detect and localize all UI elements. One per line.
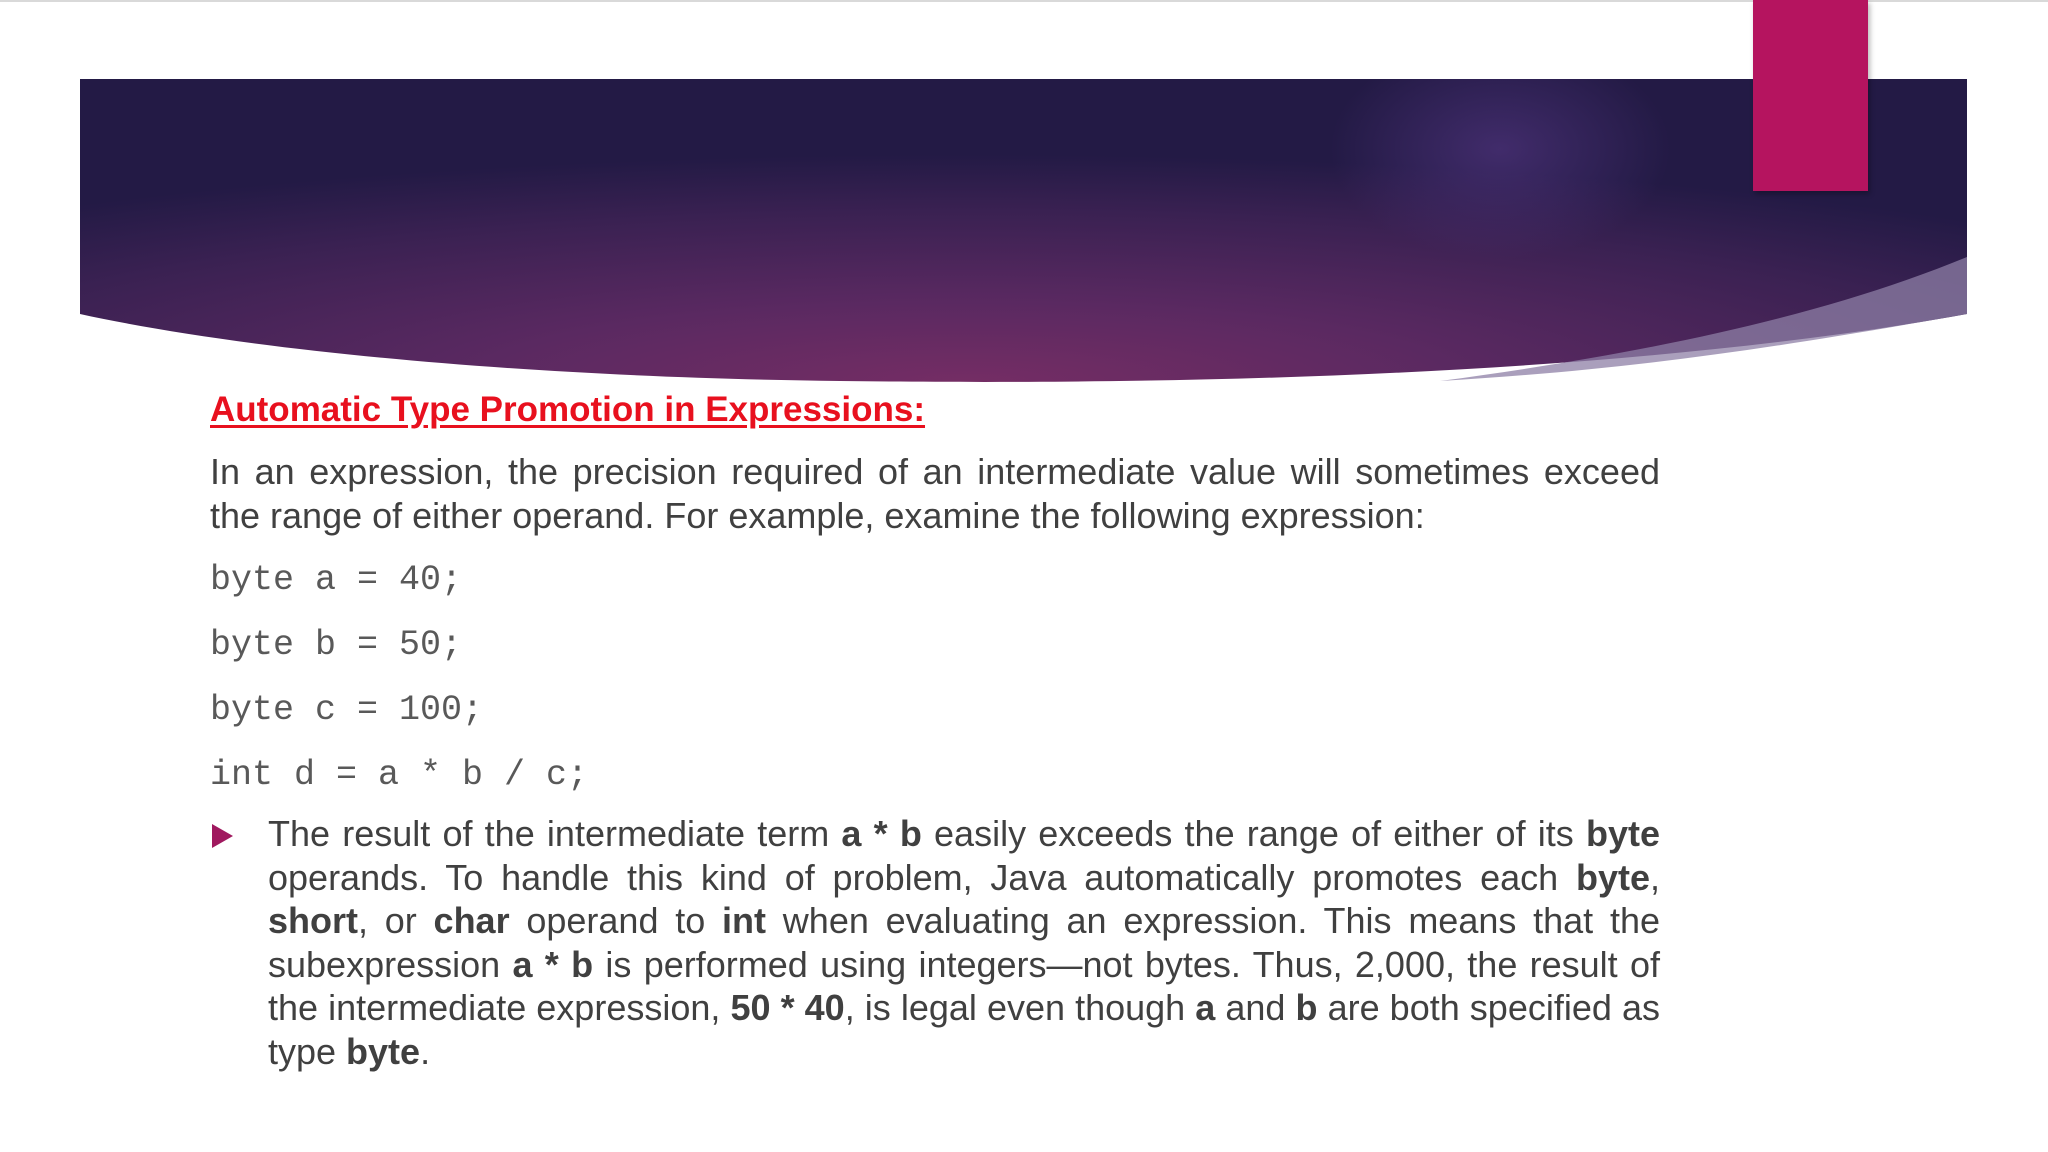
code-line: byte c = 100; — [210, 690, 484, 730]
bullet-bold-term: byte — [1575, 856, 1650, 898]
bullet-bold-term: 50 * 40 — [730, 987, 845, 1028]
code-line: int d = a * b / c; — [210, 755, 589, 795]
bullet-bold-term: byte — [346, 1030, 421, 1072]
code-line: byte a = 40; — [210, 560, 463, 600]
bullet-text-run: and — [1215, 987, 1296, 1028]
bullet-text-run: when evaluating an expression. This means that the subexpression — [268, 900, 1660, 985]
bullet-bold-term: a — [1195, 987, 1216, 1028]
bullet-text-run: are both specified as type — [268, 987, 1660, 1072]
banner-background — [80, 79, 1967, 382]
bullet-bold-term: char — [433, 900, 510, 941]
bullet-text-run: operand to — [509, 900, 723, 941]
bullet-paragraph — [268, 812, 1660, 1073]
top-rule — [0, 0, 2048, 2]
bullet-item — [210, 812, 1660, 1073]
bullet-text-run: is performed using integers—not bytes. Thus, 2,000, the result of the intermediate expression, — [268, 943, 1661, 1028]
bullet-bold-term: byte — [1585, 813, 1660, 854]
bullet-text-run: . — [420, 1030, 431, 1072]
code-block — [210, 548, 1660, 808]
accent-tab — [1753, 0, 1868, 191]
bullet-bold-term: int — [722, 900, 767, 941]
triangle-bullet-icon — [212, 824, 233, 848]
header-banner — [80, 79, 1967, 384]
bullet-bold-term: b — [1295, 987, 1318, 1028]
bullet-bold-term: a * b — [841, 813, 922, 854]
code-line: byte b = 50; — [210, 625, 463, 665]
bullet-text-run: , or — [358, 900, 434, 941]
bullet-text-run: , — [1649, 856, 1660, 898]
bullet-text-run: easily exceeds the range of either of its — [921, 813, 1586, 854]
slide-heading: Automatic Type Promotion in Expressions: — [210, 390, 926, 429]
slide-content — [210, 388, 1660, 1073]
bullet-text-run: operands. To handle this kind of problem, Java automatically promotes each — [268, 856, 1576, 898]
bullet-text-run: The result of the intermediate term — [268, 813, 842, 854]
bullet-bold-term: short — [268, 900, 358, 941]
bullet-bold-term: a * b — [512, 943, 594, 985]
bullet-text-run: , is legal even though — [844, 987, 1196, 1028]
intro-paragraph: In an expression, the precision required of an intermediate value will sometimes exceed the range of either operand. For example, examine the following expression: — [210, 451, 1660, 536]
